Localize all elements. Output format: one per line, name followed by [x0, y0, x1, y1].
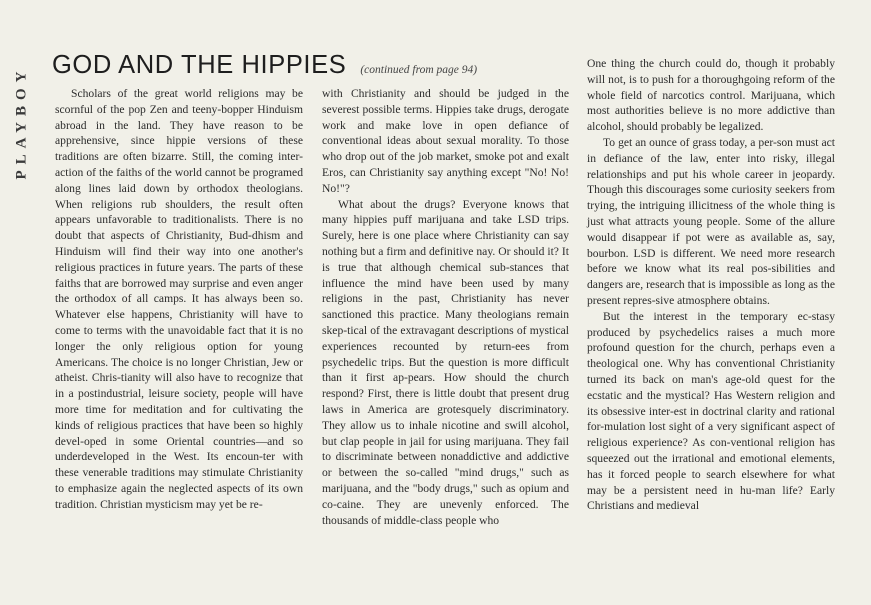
- text-column-3: [587, 56, 835, 514]
- continued-note: (continued from page 94): [360, 64, 478, 76]
- paragraph: One thing the church could do, though it probably will not, is to push for a thoroughgoing reform of the whole field of narcotics control. Marijuana, which most authorities believe is no more addictive than alcohol, should probably be legalized.: [587, 57, 835, 134]
- magazine-name: PLAYBOY: [13, 65, 30, 180]
- magazine-masthead: [10, 56, 32, 196]
- article-headline: [52, 51, 477, 80]
- text-column-2: [322, 86, 569, 528]
- paragraph: What about the drugs? Everyone knows that many hippies puff marijuana and take LSD trips. Surely, here is one place where Christianity can say nothing but a firm and definitive nay. Or should it? It is true that although chemical sub-stances that influence the mind have been used by many religions in the past, Christianity has never sanctioned this practice. Many theologians remain skep-tical of the extravagant descriptions of mystical experiences recounted by return-ees from psychedelic trips. But the question is more difficult than it first ap-pears. How should the church respond? First, there is little doubt that present drug laws in America are grotesquely discriminatory. They allow us to inhale nicotine and swill alcohol, but clap people in jail for using marijuana. They fail to discriminate between nonaddictive and addictive or between the so-called "mind drugs," such as marijuana, and the "body drugs," such as opium and co-caine. They are unevenly enforced. The thousands of middle-class people who: [322, 197, 569, 527]
- paragraph: To get an ounce of grass today, a per-son must act in defiance of the law, enter into risky, illegal relationships and put his whole career in jeopardy. Though this discourages some curiosity seekers from trying, the intriguing illicitness of the whole thing is just what attracts young people. Some of the allure would disappear if pot were as available as, say, bourbon. LSD is different. We need more research before we know what its real pos-sibilities and dangers are, research that is impossible as long as the present repres-sive atmosphere obtains.: [587, 135, 835, 307]
- article-title: GOD AND THE HIPPIES: [52, 51, 347, 79]
- text-column-1: [55, 86, 303, 513]
- paragraph: with Christianity and should be judged in the severest possible terms. Hippies take drugs, derogate work and make love in open defiance of conventional ideas about sexual morality. To those who drop out of the job market, smoke pot and exalt Eros, can Christianity say anything except "No! No! No!"?: [322, 87, 569, 195]
- paragraph: Scholars of the great world religions may be scornful of the pop Zen and teeny-bopper Hinduism abroad in the land. They have reason to be apprehensive, since hippie versions of these traditions are often bizarre. Still, the coming inter-action of the faiths of the world cannot be programed along lines laid down by orthodox theologians. When religions rub shoulders, the result often appears unfavorable to traditionalists. There is no doubt that aspects of Christianity, Bud-dhism and Hinduism will find their way into one another's religious practices in future years. The parts of these faiths that are borrowed may surprise and even anger the orthodox of all camps. It has always been so. Whatever else happens, Christianity will have to come to terms with the unavoidable fact that it is no longer the only religious option for young Americans. The choice is no longer Christian, Jew or atheist. Chris-tianity will also have to recognize that in a postindustrial, leisure society, people will have more time for meditation and for cultivating the kinds of religious practices that have been so highly devel-oped in some Oriental countries—and so underdeveloped in the West. Its encoun-ter with these venerable traditions may stimulate Christianity to emphasize again the neglected aspects of its own tradition. Christian mysticism may yet be re-: [55, 87, 303, 511]
- paragraph: But the interest in the temporary ec-stasy produced by psychedelics raises a much more profound question for the church, perhaps even a theological one. Why has conventional Christianity turned its back on man's age-old quest for the ecstatic and the mystical? Has Western religion and its obsessive inter-est in doctrinal clarity and rational for-mulation lost sight of a very significant aspect of religious experience? As con-ventional religion has squeezed out the irrational and emotional elements, has it forced people to search elsewhere for what may be a persistent need in hu-man life? Early Christians and medieval: [587, 309, 835, 513]
